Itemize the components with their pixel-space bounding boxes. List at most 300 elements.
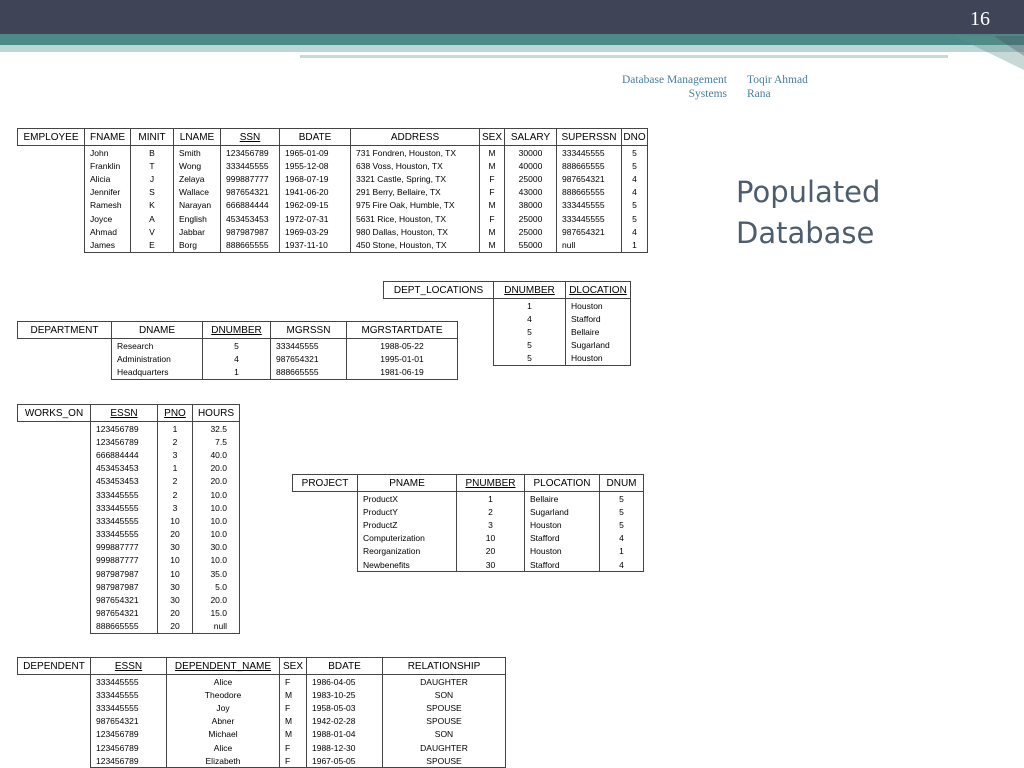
employee-cell: 25000 <box>505 172 557 185</box>
employee-cell: Ahmad <box>85 225 131 238</box>
works-on-cell: 10 <box>158 514 193 527</box>
works-on-row <box>18 554 240 567</box>
project-cell: 1 <box>457 492 525 506</box>
employee-cell: B <box>131 146 174 160</box>
header-stripe-light <box>0 45 1024 52</box>
employee-cell: 987654321 <box>557 225 622 238</box>
employee-header: BDATE <box>280 129 351 146</box>
employee-cell: 291 Berry, Bellaire, TX <box>351 186 480 199</box>
dependent-cell: 1988-01-04 <box>307 728 383 741</box>
works-on-row-spacer <box>18 528 91 541</box>
employee-cell: 4 <box>622 186 648 199</box>
employee-cell: Zelaya <box>174 172 221 185</box>
employee-cell: M <box>480 199 505 212</box>
employee-cell: English <box>174 212 221 225</box>
dependent-cell: M <box>280 715 307 728</box>
works-on-row-spacer <box>18 593 91 606</box>
project-cell: 4 <box>600 532 644 545</box>
employee-cell: T <box>131 159 174 172</box>
employee-cell: 38000 <box>505 199 557 212</box>
employee-cell: Franklin <box>85 159 131 172</box>
slide-title-line1: Populated <box>736 175 881 209</box>
dept-locations-cell: 5 <box>494 339 566 352</box>
works-on-cell: 10.0 <box>193 501 240 514</box>
department-header: DNAME <box>112 322 203 339</box>
employee-cell: Ramesh <box>85 199 131 212</box>
works-on-cell: 3 <box>158 448 193 461</box>
works-on-cell: 453453453 <box>91 475 158 488</box>
project-row <box>293 532 644 545</box>
employee-cell: F <box>480 172 505 185</box>
employee-cell: 888665555 <box>221 238 280 252</box>
dependent-row <box>18 701 506 714</box>
footer-course-line1: Database Management <box>621 74 727 86</box>
dept-locations-cell: Houston <box>566 352 631 366</box>
dependent-cell: 1958-05-03 <box>307 701 383 714</box>
employee-cell: 1965-01-09 <box>280 146 351 160</box>
department-table <box>17 321 458 380</box>
department-cell: Headquarters <box>112 365 203 379</box>
footer-course-line2: Systems <box>688 87 727 100</box>
employee-cell: 123456789 <box>221 146 280 160</box>
dependent-cell: M <box>280 688 307 701</box>
works-on-row-spacer <box>18 488 91 501</box>
works-on-row <box>18 541 240 554</box>
project-cell: Newbenefits <box>358 558 457 572</box>
department-cell: 888665555 <box>271 365 347 379</box>
works-on-cell: 123456789 <box>91 435 158 448</box>
works-on-cell: 333445555 <box>91 514 158 527</box>
dependent-row-spacer <box>18 754 91 768</box>
dept-locations-cell: 4 <box>494 312 566 325</box>
header-stripe <box>0 34 1024 45</box>
employee-cell: F <box>480 212 505 225</box>
project-cell: 20 <box>457 545 525 558</box>
works-on-cell: 40.0 <box>193 448 240 461</box>
employee-cell: 333445555 <box>557 146 622 160</box>
dependent-cell: F <box>280 741 307 754</box>
dept-locations-cell: Sugarland <box>566 339 631 352</box>
employee-row <box>18 238 648 252</box>
employee-cell: 5 <box>622 146 648 160</box>
employee-cell: 5 <box>622 212 648 225</box>
employee-header: FNAME <box>85 129 131 146</box>
employee-cell: 55000 <box>505 238 557 252</box>
employee-header-primary-key: SSN <box>221 129 280 146</box>
dependent-header-primary-key: DEPENDENT_NAME <box>167 658 280 675</box>
works-on-cell: 666884444 <box>91 448 158 461</box>
department-table-label: DEPARTMENT <box>18 322 112 339</box>
employee-row <box>18 212 648 225</box>
works-on-cell: 20.0 <box>193 593 240 606</box>
dependent-row-spacer <box>18 741 91 754</box>
project-cell: 5 <box>600 505 644 518</box>
dependent-header: BDATE <box>307 658 383 675</box>
works-on-cell: 453453453 <box>91 462 158 475</box>
works-on-cell: 333445555 <box>91 488 158 501</box>
works-on-row <box>18 448 240 461</box>
employee-cell: Jabbar <box>174 225 221 238</box>
dependent-row-spacer <box>18 688 91 701</box>
works-on-cell: 35.0 <box>193 567 240 580</box>
project-cell: 10 <box>457 532 525 545</box>
works-on-row-spacer <box>18 514 91 527</box>
dependent-cell: SON <box>383 688 506 701</box>
dependent-cell: DAUGHTER <box>383 675 506 689</box>
dept-locations-cell: 5 <box>494 352 566 366</box>
employee-header: MINIT <box>131 129 174 146</box>
dependent-cell: F <box>280 701 307 714</box>
employee-cell: 987654321 <box>557 172 622 185</box>
employee-cell: 4 <box>622 172 648 185</box>
employee-cell: Jennifer <box>85 186 131 199</box>
works-on-cell: 32.5 <box>193 422 240 436</box>
dependent-cell: 123456789 <box>91 728 167 741</box>
department-cell: 1981-06-19 <box>347 365 458 379</box>
employee-cell: 731 Fondren, Houston, TX <box>351 146 480 160</box>
works-on-row-spacer <box>18 448 91 461</box>
works-on-row <box>18 567 240 580</box>
project-cell: Houston <box>525 545 600 558</box>
employee-header: LNAME <box>174 129 221 146</box>
employee-cell: 666884444 <box>221 199 280 212</box>
employee-cell: 987654321 <box>221 186 280 199</box>
works-on-table-label: WORKS_ON <box>18 405 91 422</box>
employee-cell: 980 Dallas, Houston, TX <box>351 225 480 238</box>
project-row-spacer <box>293 532 358 545</box>
works-on-cell: 30.0 <box>193 541 240 554</box>
department-cell: 1 <box>203 365 271 379</box>
employee-cell: V <box>131 225 174 238</box>
dept-locations-cell: Bellaire <box>566 325 631 338</box>
employee-cell: 333445555 <box>221 159 280 172</box>
works-on-table <box>17 404 240 634</box>
works-on-row <box>18 528 240 541</box>
project-row-spacer <box>293 545 358 558</box>
footer-course <box>600 74 727 101</box>
employee-cell: Smith <box>174 146 221 160</box>
works-on-row-spacer <box>18 501 91 514</box>
works-on-row-spacer <box>18 620 91 634</box>
employee-cell: 43000 <box>505 186 557 199</box>
employee-cell: M <box>480 159 505 172</box>
project-row-spacer <box>293 558 358 572</box>
project-row-spacer <box>293 492 358 506</box>
dependent-cell: SPOUSE <box>383 715 506 728</box>
dependent-cell: 1942-02-28 <box>307 715 383 728</box>
header-rule <box>300 55 948 58</box>
employee-cell: M <box>480 238 505 252</box>
works-on-row-spacer <box>18 475 91 488</box>
works-on-cell: 20 <box>158 620 193 634</box>
project-cell: Reorganization <box>358 545 457 558</box>
dependent-cell: Elizabeth <box>167 754 280 768</box>
dependent-row <box>18 754 506 768</box>
project-header: PNAME <box>358 475 457 492</box>
works-on-cell: 2 <box>158 435 193 448</box>
works-on-cell: 20 <box>158 528 193 541</box>
works-on-cell: 10.0 <box>193 488 240 501</box>
employee-cell: 888665555 <box>557 159 622 172</box>
dependent-cell: Michael <box>167 728 280 741</box>
department-cell: 333445555 <box>271 339 347 353</box>
works-on-row-spacer <box>18 580 91 593</box>
works-on-cell: 10 <box>158 567 193 580</box>
works-on-row-spacer <box>18 462 91 475</box>
employee-cell: S <box>131 186 174 199</box>
dept-locations-header-primary-key: DNUMBER <box>494 282 566 299</box>
works-on-row <box>18 475 240 488</box>
project-header: PLOCATION <box>525 475 600 492</box>
project-row-spacer <box>293 518 358 531</box>
works-on-row-spacer <box>18 541 91 554</box>
employee-cell: M <box>480 146 505 160</box>
department-header: MGRSSN <box>271 322 347 339</box>
employee-cell: 3321 Castle, Spring, TX <box>351 172 480 185</box>
employee-table-label: EMPLOYEE <box>18 129 85 146</box>
project-cell: ProductZ <box>358 518 457 531</box>
employee-cell: Joyce <box>85 212 131 225</box>
works-on-row <box>18 462 240 475</box>
dependent-cell: Joy <box>167 701 280 714</box>
project-table <box>292 474 644 572</box>
works-on-cell: 888665555 <box>91 620 158 634</box>
works-on-row <box>18 620 240 634</box>
employee-cell: 975 Fire Oak, Humble, TX <box>351 199 480 212</box>
employee-cell: Wallace <box>174 186 221 199</box>
department-row-spacer <box>18 339 112 353</box>
dependent-cell: 333445555 <box>91 688 167 701</box>
works-on-header-primary-key: PNO <box>158 405 193 422</box>
project-cell: Stafford <box>525 558 600 572</box>
project-row <box>293 558 644 572</box>
department-cell: Administration <box>112 352 203 365</box>
project-row <box>293 545 644 558</box>
dept-locations-row-spacer <box>384 299 494 313</box>
employee-row <box>18 186 648 199</box>
employee-row-spacer <box>18 238 85 252</box>
project-cell: Houston <box>525 518 600 531</box>
header-bar <box>0 0 1024 34</box>
employee-cell: 1972-07-31 <box>280 212 351 225</box>
dependent-cell: SPOUSE <box>383 754 506 768</box>
employee-cell: 5 <box>622 199 648 212</box>
project-row <box>293 518 644 531</box>
project-header-primary-key: PNUMBER <box>457 475 525 492</box>
employee-cell: 40000 <box>505 159 557 172</box>
employee-cell: 1969-03-29 <box>280 225 351 238</box>
employee-cell: 4 <box>622 225 648 238</box>
dependent-cell: Abner <box>167 715 280 728</box>
employee-cell: J <box>131 172 174 185</box>
works-on-row-spacer <box>18 607 91 620</box>
works-on-cell: 5.0 <box>193 580 240 593</box>
employee-cell: 30000 <box>505 146 557 160</box>
slide-title <box>736 172 936 254</box>
employee-cell: M <box>480 225 505 238</box>
works-on-cell: 3 <box>158 501 193 514</box>
employee-row <box>18 172 648 185</box>
dependent-table-label: DEPENDENT <box>18 658 91 675</box>
works-on-row <box>18 514 240 527</box>
department-row <box>18 352 458 365</box>
dependent-row <box>18 728 506 741</box>
employee-cell: Narayan <box>174 199 221 212</box>
employee-row-spacer <box>18 199 85 212</box>
dependent-row <box>18 675 506 689</box>
project-cell: ProductY <box>358 505 457 518</box>
employee-header: SUPERSSN <box>557 129 622 146</box>
works-on-row-spacer <box>18 567 91 580</box>
dept-locations-row <box>384 299 631 313</box>
dependent-cell: 1967-05-05 <box>307 754 383 768</box>
project-cell: 1 <box>600 545 644 558</box>
dependent-row <box>18 741 506 754</box>
employee-cell: 25000 <box>505 225 557 238</box>
department-cell: 1995-01-01 <box>347 352 458 365</box>
works-on-cell: 10.0 <box>193 554 240 567</box>
dependent-cell: F <box>280 754 307 768</box>
dependent-cell: F <box>280 675 307 689</box>
department-row-spacer <box>18 352 112 365</box>
works-on-cell: 123456789 <box>91 422 158 436</box>
slide-title-line2: Database <box>736 216 875 250</box>
employee-row-spacer <box>18 225 85 238</box>
department-row <box>18 365 458 379</box>
project-cell: Sugarland <box>525 505 600 518</box>
dependent-cell: 123456789 <box>91 741 167 754</box>
works-on-cell: 333445555 <box>91 501 158 514</box>
footer-author-line2: Rana <box>747 87 771 100</box>
employee-cell: 638 Voss, Houston, TX <box>351 159 480 172</box>
works-on-cell: 20.0 <box>193 475 240 488</box>
project-cell: 5 <box>600 492 644 506</box>
employee-row-spacer <box>18 159 85 172</box>
employee-cell: John <box>85 146 131 160</box>
works-on-row <box>18 593 240 606</box>
employee-cell: 453453453 <box>221 212 280 225</box>
dependent-header: SEX <box>280 658 307 675</box>
works-on-row <box>18 435 240 448</box>
dept-locations-cell: Stafford <box>566 312 631 325</box>
works-on-cell: 333445555 <box>91 528 158 541</box>
dependent-row <box>18 688 506 701</box>
project-cell: 30 <box>457 558 525 572</box>
project-cell: Bellaire <box>525 492 600 506</box>
employee-row-spacer <box>18 146 85 160</box>
dept-locations-table-label: DEPT_LOCATIONS <box>384 282 494 299</box>
employee-row <box>18 199 648 212</box>
works-on-cell: 10.0 <box>193 528 240 541</box>
slide-number: 16 <box>970 8 990 30</box>
employee-cell: 5 <box>622 159 648 172</box>
employee-cell: Borg <box>174 238 221 252</box>
department-cell: 5 <box>203 339 271 353</box>
works-on-cell: null <box>193 620 240 634</box>
works-on-cell: 10 <box>158 554 193 567</box>
dependent-cell: 333445555 <box>91 701 167 714</box>
employee-row <box>18 159 648 172</box>
works-on-cell: 987654321 <box>91 607 158 620</box>
works-on-cell: 987654321 <box>91 593 158 606</box>
project-cell: 4 <box>600 558 644 572</box>
dependent-cell: SON <box>383 728 506 741</box>
works-on-cell: 1 <box>158 462 193 475</box>
project-cell: Stafford <box>525 532 600 545</box>
dependent-header-primary-key: ESSN <box>91 658 167 675</box>
dependent-row-spacer <box>18 701 91 714</box>
works-on-cell: 999887777 <box>91 554 158 567</box>
project-header: DNUM <box>600 475 644 492</box>
employee-cell: 987987987 <box>221 225 280 238</box>
employee-cell: 333445555 <box>557 212 622 225</box>
employee-header: ADDRESS <box>351 129 480 146</box>
department-cell: 1988-05-22 <box>347 339 458 353</box>
employee-header: DNO <box>622 129 648 146</box>
project-cell: Computerization <box>358 532 457 545</box>
works-on-cell: 999887777 <box>91 541 158 554</box>
employee-cell: 5631 Rice, Houston, TX <box>351 212 480 225</box>
employee-cell: 450 Stone, Houston, TX <box>351 238 480 252</box>
employee-cell: 333445555 <box>557 199 622 212</box>
employee-cell: 888665555 <box>557 186 622 199</box>
employee-row-spacer <box>18 172 85 185</box>
dependent-row <box>18 715 506 728</box>
works-on-cell: 2 <box>158 488 193 501</box>
works-on-cell: 30 <box>158 541 193 554</box>
works-on-cell: 987987987 <box>91 580 158 593</box>
works-on-row-spacer <box>18 422 91 436</box>
dept-locations-cell: Houston <box>566 299 631 313</box>
corner-decoration <box>954 36 1024 70</box>
dependent-cell: Theodore <box>167 688 280 701</box>
works-on-cell: 987987987 <box>91 567 158 580</box>
works-on-header: HOURS <box>193 405 240 422</box>
works-on-row <box>18 422 240 436</box>
project-row <box>293 505 644 518</box>
employee-cell: F <box>480 186 505 199</box>
works-on-cell: 20 <box>158 607 193 620</box>
employee-row <box>18 225 648 238</box>
employee-cell: 1955-12-08 <box>280 159 351 172</box>
employee-cell: 1941-06-20 <box>280 186 351 199</box>
dependent-cell: 333445555 <box>91 675 167 689</box>
department-row-spacer <box>18 365 112 379</box>
dependent-cell: 1983-10-25 <box>307 688 383 701</box>
employee-cell: 1937-11-10 <box>280 238 351 252</box>
works-on-row <box>18 488 240 501</box>
works-on-cell: 30 <box>158 580 193 593</box>
department-cell: 987654321 <box>271 352 347 365</box>
dept-locations-cell: 1 <box>494 299 566 313</box>
dependent-row-spacer <box>18 675 91 689</box>
department-cell: Research <box>112 339 203 353</box>
dependent-cell: DAUGHTER <box>383 741 506 754</box>
works-on-header-primary-key: ESSN <box>91 405 158 422</box>
project-row <box>293 492 644 506</box>
project-table-label: PROJECT <box>293 475 358 492</box>
dependent-cell: Alice <box>167 741 280 754</box>
department-header: MGRSTARTDATE <box>347 322 458 339</box>
project-cell: 3 <box>457 518 525 531</box>
employee-row-spacer <box>18 186 85 199</box>
dependent-row-spacer <box>18 728 91 741</box>
dependent-cell: 1986-04-05 <box>307 675 383 689</box>
dependent-cell: 987654321 <box>91 715 167 728</box>
works-on-cell: 30 <box>158 593 193 606</box>
department-header-primary-key: DNUMBER <box>203 322 271 339</box>
employee-cell: K <box>131 199 174 212</box>
